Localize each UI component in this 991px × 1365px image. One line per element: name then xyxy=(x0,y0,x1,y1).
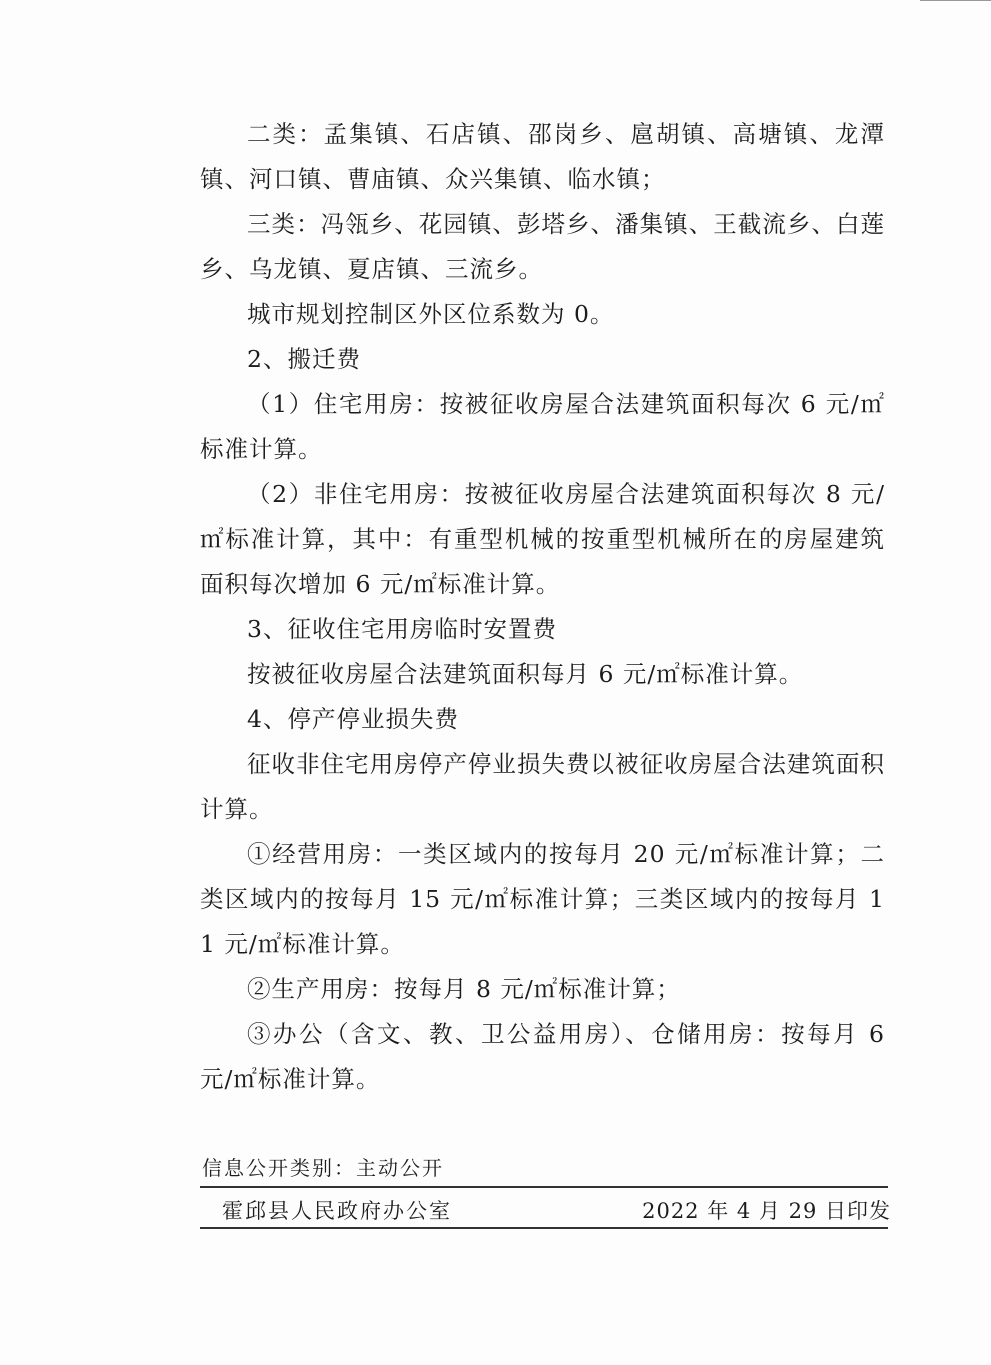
issuing-office: 霍邱县人民政府办公室 xyxy=(222,1199,452,1223)
footer-rule-top xyxy=(200,1186,888,1188)
paragraph-business-loss: 征收非住宅用房停产停业损失费以被征收房屋合法建筑面积计算。 xyxy=(200,750,885,823)
paragraph-outside-zone: 城市规划控制区外区位系数为 0。 xyxy=(247,300,615,328)
paragraph-commercial-use: ①经营用房：一类区域内的按每月 20 元/㎡标准计算；二类区域内的按每月 15 元/㎡标准计算；三类区域内的按每月 11 元/㎡标准计算。 xyxy=(200,840,885,958)
paragraph-residential-relocation: （1）住宅用房：按被征收房屋合法建筑面积每次 6 元/㎡标准计算。 xyxy=(200,390,885,463)
heading-temporary-housing: 3、征收住宅用房临时安置费 xyxy=(247,615,557,643)
scan-edge-line xyxy=(920,0,991,1)
issue-date: 2022 年 4 月 29 日印发 xyxy=(642,1199,891,1223)
paragraph-class-three: 三类：冯瓴乡、花园镇、彭塔乡、潘集镇、王截流乡、白莲乡、乌龙镇、夏店镇、三流乡。 xyxy=(200,210,885,283)
paragraph-temporary-housing: 按被征收房屋合法建筑面积每月 6 元/㎡标准计算。 xyxy=(247,660,804,688)
footer-rule-bottom xyxy=(200,1227,888,1229)
heading-relocation-fee: 2、搬迁费 xyxy=(247,345,361,373)
paragraph-class-two: 二类：孟集镇、石店镇、邵岗乡、扈胡镇、高塘镇、龙潭镇、河口镇、曹庙镇、众兴集镇、临水镇； xyxy=(200,120,885,193)
document-body xyxy=(200,112,885,1102)
paragraph-production-use: ②生产用房：按每月 8 元/㎡标准计算； xyxy=(247,975,681,1003)
heading-business-loss: 4、停产停业损失费 xyxy=(247,705,459,733)
paragraph-nonresidential-relocation: （2）非住宅用房：按被征收房屋合法建筑面积每次 8 元/㎡标准计算，其中：有重型机械的按重型机械所在的房屋建筑面积每次增加 6 元/㎡标准计算。 xyxy=(200,480,885,598)
info-disclosure-category: 信息公开类别：主动公开 xyxy=(202,1156,444,1180)
paragraph-office-storage: ③办公（含文、教、卫公益用房）、仓储用房：按每月 6 元/㎡标准计算。 xyxy=(200,1020,885,1093)
